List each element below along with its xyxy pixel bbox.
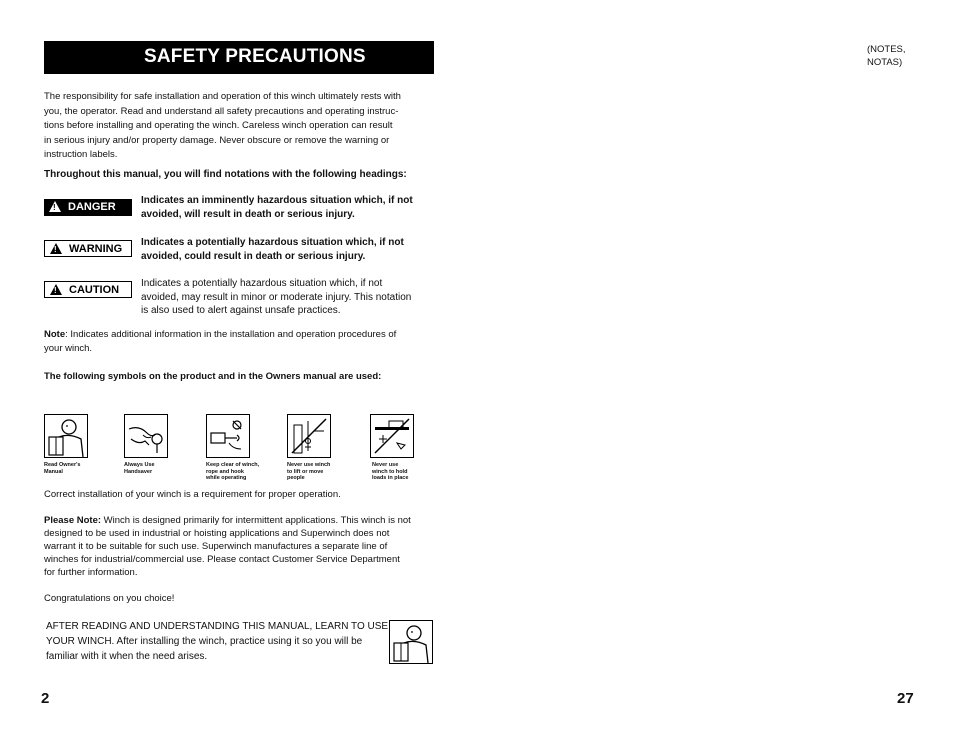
caption-line: winch to hold — [372, 468, 408, 475]
symbol-caption — [124, 462, 155, 475]
please-note-line: Winch is designed primarily for intermittent applications. This winch is not — [101, 515, 411, 526]
caption-line: Keep clear of winch, — [206, 462, 260, 468]
keep-clear-icon — [206, 414, 250, 458]
notes-label-line: NOTAS) — [867, 56, 903, 68]
notation-line: Indicates a potentially hazardous situation which, if not — [141, 237, 404, 248]
notation-line: Indicates a potentially hazardous situation which, if not — [141, 278, 383, 289]
notation-line: avoided, will result in death or serious injury. — [141, 209, 355, 220]
warning-triangle-icon — [49, 201, 61, 212]
handsaver-icon — [124, 414, 168, 458]
note-paragraph — [44, 328, 396, 355]
closing-line: familiar with it when the need arises. — [46, 651, 208, 662]
closing-paragraph — [46, 619, 388, 664]
note-label: Note — [44, 329, 66, 340]
intro-line: instruction labels. — [44, 149, 118, 160]
intro-line: The responsibility for safe installation and operation of this winch ultimately rests with — [44, 91, 401, 102]
closing-line: AFTER READING AND UNDERSTANDING THIS MANUAL, LEARN TO USE — [46, 621, 389, 632]
danger-badge — [44, 199, 132, 216]
notation-line: Indicates an imminently hazardous situation which, if not — [141, 195, 413, 206]
symbol-caption — [287, 462, 330, 482]
please-note-label: Please Note: — [44, 515, 102, 526]
caption-line: Handsaver — [124, 468, 153, 475]
title-banner — [44, 41, 434, 74]
note-text: your winch. — [44, 342, 93, 354]
page-number-right: 27 — [897, 690, 914, 707]
badge-label: WARNING — [69, 243, 123, 255]
symbol-caption — [372, 462, 408, 482]
notes-label — [867, 44, 906, 69]
intro-line: tions before installing and operating the winch. Careless winch operation can result — [44, 120, 393, 131]
caption-line: loads in place — [372, 475, 409, 481]
caption-line: Never use — [372, 462, 399, 468]
notes-label-line: (NOTES, — [867, 44, 906, 55]
correct-installation-text: Correct installation of your winch is a requirement for proper operation. — [44, 489, 341, 500]
please-note-line: for further information. — [44, 567, 138, 578]
notations-heading: Throughout this manual, you will find notations with the following headings: — [44, 169, 407, 180]
closing-line: YOUR WINCH. After installing the winch, practice using it so you will be — [46, 636, 363, 647]
danger-description — [141, 194, 413, 222]
caption-line: Manual — [44, 468, 63, 475]
please-note-paragraph — [44, 514, 411, 579]
warning-badge — [44, 240, 132, 257]
no-lift-people-icon — [287, 414, 331, 458]
read-manual-icon — [389, 620, 433, 664]
caption-line: people — [287, 475, 305, 481]
caption-line: Read Owner's — [44, 462, 81, 468]
symbols-heading: The following symbols on the product and in the Owners manual are used: — [44, 371, 382, 382]
page-number-left: 2 — [41, 690, 50, 707]
no-hold-loads-icon — [370, 414, 414, 458]
intro-line: you, the operator. Read and understand all safety precautions and operating instruc- — [44, 105, 399, 117]
caption-line: while operating — [206, 475, 247, 481]
badge-label: DANGER — [68, 201, 116, 213]
please-note-line: designed to be used in industrial or hoisting applications and Superwinch does not — [44, 528, 390, 539]
notation-line: avoided, could result in death or serious injury. — [141, 251, 366, 262]
caution-badge — [44, 281, 132, 298]
intro-line: in serious injury and/or property damage. Never obscure or remove the warning or — [44, 134, 390, 146]
caption-line: Always Use — [124, 462, 155, 468]
please-note-line: warrant it to be suitable for such use. Superwinch manufactures a separate line of — [44, 541, 388, 552]
please-note-line: winches for industrial/commercial use. Please contact Customer Service Department — [44, 554, 400, 565]
read-manual-icon — [44, 414, 88, 458]
caption-line: to lift or move — [287, 468, 324, 475]
warning-description — [141, 236, 404, 264]
caption-line: rope and hook — [206, 468, 244, 475]
notation-line: avoided, may result in minor or moderate injury. This notation — [141, 291, 412, 303]
note-text: : Indicates additional information in the installation and operation procedures of — [65, 329, 397, 340]
caution-description — [141, 277, 411, 318]
warning-triangle-icon — [50, 284, 62, 295]
notation-line: is also used to alert against unsafe practices. — [141, 305, 341, 316]
caption-line: Never use winch — [287, 462, 331, 468]
intro-paragraph — [44, 90, 439, 163]
congratulations-text: Congratulations on you choice! — [44, 593, 175, 604]
symbol-caption — [44, 462, 80, 475]
symbol-caption — [206, 462, 259, 482]
badge-label: CAUTION — [69, 284, 120, 296]
warning-triangle-icon — [50, 243, 62, 254]
page-title: SAFETY PRECAUTIONS — [144, 46, 366, 67]
